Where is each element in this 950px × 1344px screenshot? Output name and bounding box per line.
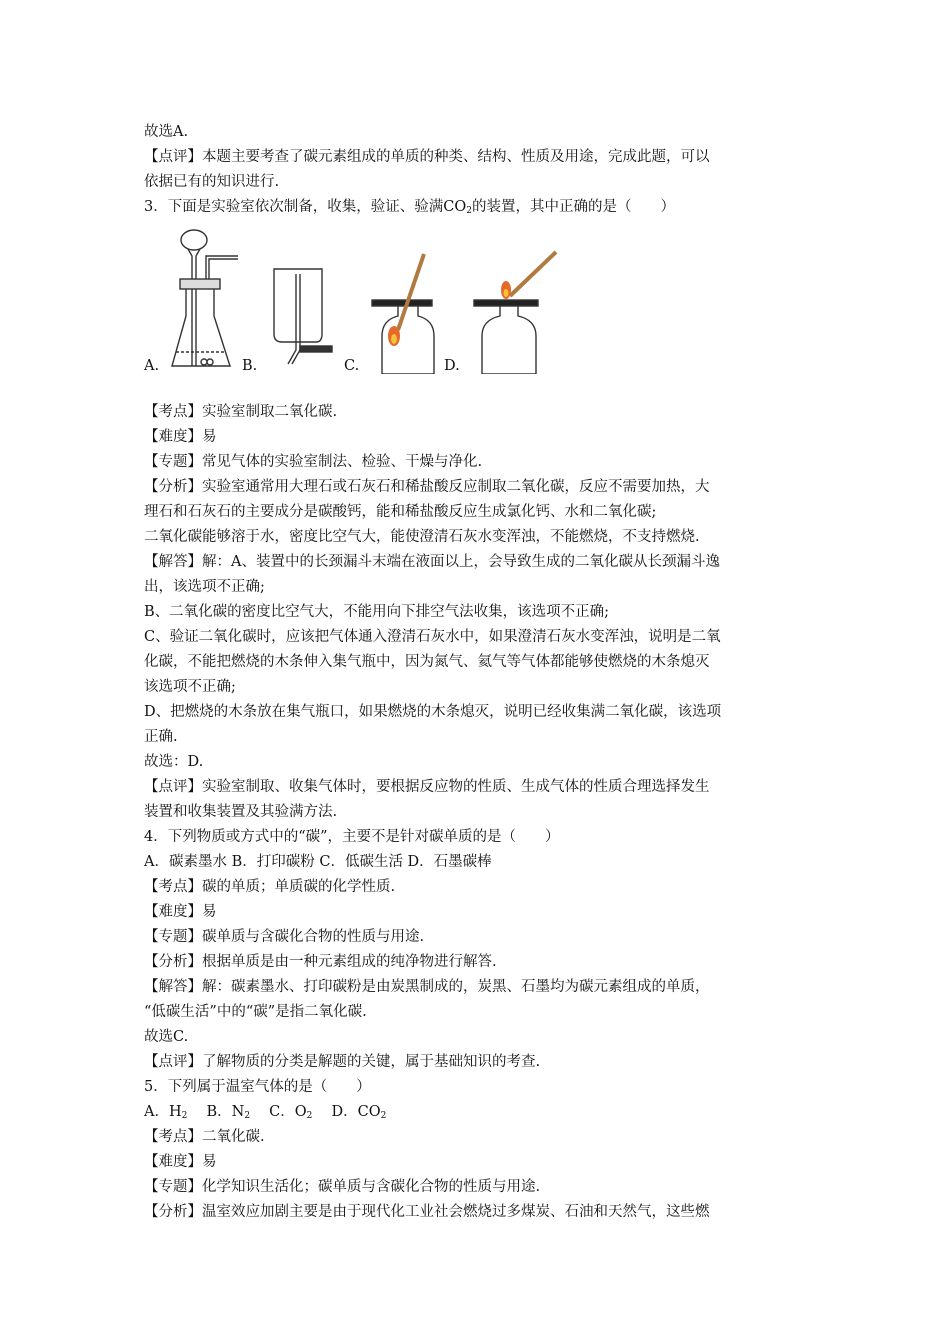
text-line: 出，该选项不正确; bbox=[144, 579, 265, 595]
apparatus-c-verify bbox=[366, 244, 456, 374]
text-line: 【点评】实验室制取、收集气体时，要根据反应物的性质、生成气体的性质合理选择发生 bbox=[144, 779, 710, 795]
section-q5 bbox=[144, 1125, 834, 1225]
q5-option-c: C．$O_2$ bbox=[269, 1104, 313, 1121]
text-line: B、二氧化碳的密度比空气大，不能用向下排空气法收集，该选项不正确; bbox=[144, 604, 610, 620]
text-line: 【点评】了解物质的分类是解题的关键，属于基础知识的考查. bbox=[144, 1054, 541, 1070]
text-line: 【专题】碳单质与含碳化合物的性质与用途. bbox=[144, 929, 425, 945]
document-page bbox=[144, 120, 834, 1225]
q5-option-d: D．$CO_2$ bbox=[331, 1104, 387, 1121]
apparatus-a-generator bbox=[166, 224, 256, 374]
apparatus-b-collection bbox=[264, 264, 334, 374]
q3-stem-sub: 2 bbox=[466, 206, 472, 216]
text-line: 【解答】解：A、装置中的长颈漏斗末端在液面以上，会导致生成的二氧化碳从长颈漏斗逸 bbox=[144, 554, 720, 570]
text-line: 化碳，不能把燃烧的木条伸入集气瓶中，因为氮气、氦气等气体都能够使燃烧的木条熄灭 bbox=[144, 654, 710, 670]
text-line: 【点评】本题主要考查了碳元素组成的单质的种类、结构、性质及用途，完成此题，可以 bbox=[144, 149, 710, 165]
text-line: 故选：D. bbox=[144, 754, 204, 770]
text-line: 【专题】化学知识生活化；碳单质与含碳化合物的性质与用途. bbox=[144, 1179, 541, 1195]
q3-stem-text: 3．下面是实验室依次制备，收集，验证、验满CO bbox=[144, 199, 467, 215]
text-line: 4．下列物质或方式中的“碳”，主要不是针对碳单质的是（ ） bbox=[144, 829, 560, 845]
text-line: D、把燃烧的木条放在集气瓶口，如果燃烧的木条熄灭，说明已经收集满二氧化碳，该选项 bbox=[144, 704, 722, 720]
q3-stem bbox=[144, 195, 834, 220]
text-line: A．碳素墨水 B．打印碳粉 C．低碳生活 D．石墨碳棒 bbox=[144, 854, 492, 870]
text-line: 故选C. bbox=[144, 1029, 189, 1045]
text-line: 【难度】易 bbox=[144, 1154, 217, 1170]
option-d-label: D. bbox=[444, 358, 460, 374]
q3-apparatus-figure bbox=[144, 224, 834, 394]
q5-options bbox=[144, 1100, 834, 1125]
text-line: 【解答】解：碳素墨水、打印碳粉是由炭黑制成的，炭黑、石墨均为碳元素组成的单质， bbox=[144, 979, 710, 995]
text-line: 5．下列属于温室气体的是（ ） bbox=[144, 1079, 371, 1095]
text-line: 【分析】实验室通常用大理石或石灰石和稀盐酸反应制取二氧化碳，反应不需要加热，大 bbox=[144, 479, 710, 495]
section-q3-q4 bbox=[144, 400, 834, 1100]
text-line: 正确. bbox=[144, 729, 178, 745]
text-line: 理石和石灰石的主要成分是碳酸钙，能和稀盐酸反应生成氯化钙、水和二氧化碳; bbox=[144, 504, 657, 520]
option-b-label: B. bbox=[242, 358, 258, 374]
text-line: 二氧化碳能够溶于水，密度比空气大，能使澄清石灰水变浑浊，不能燃烧，不支持燃烧. bbox=[144, 529, 700, 545]
option-c-label: C. bbox=[344, 358, 360, 374]
q5-option-a: A．$H_2$ bbox=[144, 1104, 188, 1121]
q5-option-b: B．$N_2$ bbox=[206, 1104, 251, 1121]
section-q2-end bbox=[144, 120, 834, 195]
apparatus-d-test-full bbox=[466, 244, 576, 374]
q3-stem-text-end: 的装置，其中正确的是（ ） bbox=[471, 199, 675, 215]
text-line: 【难度】易 bbox=[144, 904, 217, 920]
text-line: 【考点】碳的单质；单质碳的化学性质. bbox=[144, 879, 396, 895]
text-line: 依据已有的知识进行. bbox=[144, 174, 280, 190]
text-line: 装置和收集装置及其验满方法. bbox=[144, 804, 338, 820]
text-line: 【分析】根据单质是由一种元素组成的纯净物进行解答. bbox=[144, 954, 497, 970]
text-line: 故选A. bbox=[144, 124, 189, 140]
text-line: 【专题】常见气体的实验室制法、检验、干燥与净化. bbox=[144, 454, 483, 470]
text-line: 【难度】易 bbox=[144, 429, 217, 445]
text-line: 【分析】温室效应加剧主要是由于现代化工业社会燃烧过多煤炭、石油和天然气，这些燃 bbox=[144, 1204, 710, 1220]
text-line: “低碳生活”中的“碳”是指二氧化碳. bbox=[144, 1004, 367, 1020]
text-line: 【考点】实验室制取二氧化碳. bbox=[144, 404, 338, 420]
text-line: 【考点】二氧化碳. bbox=[144, 1129, 265, 1145]
text-line: 该选项不正确; bbox=[144, 679, 236, 695]
text-line: C、验证二氧化碳时，应该把气体通入澄清石灰水中，如果澄清石灰水变浑浊，说明是二氧 bbox=[144, 629, 721, 645]
option-a-label: A. bbox=[144, 358, 160, 374]
